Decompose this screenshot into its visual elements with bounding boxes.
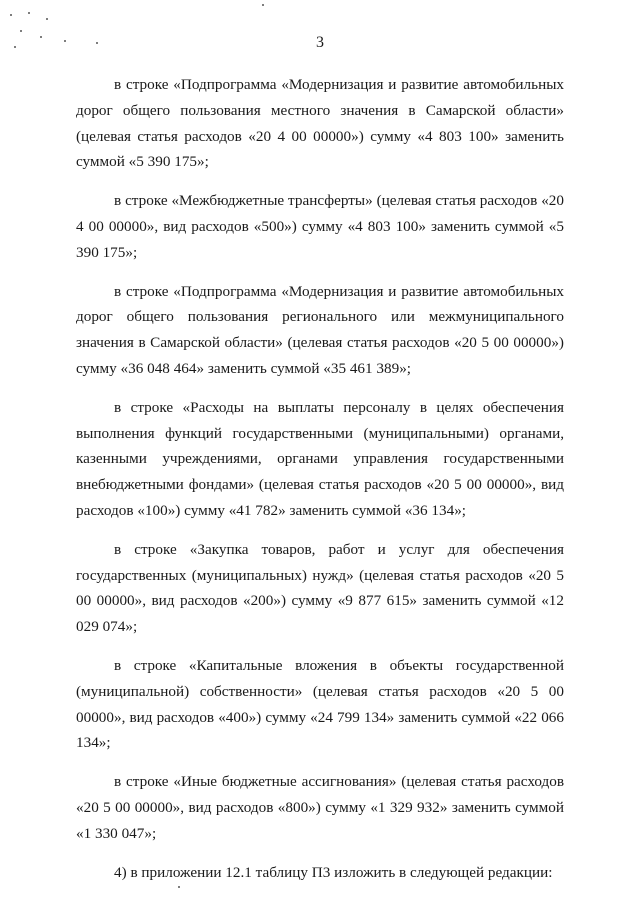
paragraph-subprogram-regional-roads: в строке «Подпрограмма «Модернизация и развитие автомобильных дорог общего пользования регионального или межмуниципального значения в Самарской области» (целевая статья расходов «20 5 00 00000») сумму «36 048 464» заменить суммой «35 461 389»; [76, 282, 564, 377]
paragraph-personnel-expenses: в строке «Расходы на выплаты персоналу в целях обеспечения выполнения функций государственными (муниципальными) органами, казенными учреждениями, органами управления государственными внебюджетными фондами» (целевая статья расходов «20 5 00 00000», вид расходов «100») сумму «41 782» заменить суммой «36 134»; [76, 398, 564, 519]
paragraph-capital-investments: в строке «Капитальные вложения в объекты государственной (муниципальной) собственности» (целевая статья расходов «20 5 00 00000», вид расходов «400») сумму «24 799 134» заменить суммой «22 066 134»; [76, 656, 564, 752]
paragraph-other-allocations: в строке «Иные бюджетные ассигнования» (целевая статья расходов «20 5 00 00000», вид расходов «800») сумму «1 329 932» заменить суммой «1 330 047»; [76, 773, 564, 842]
paragraph-subprogram-local-roads: в строке «Подпрограмма «Модернизация и развитие автомобильных дорог общего пользования местного значения в Самарской области» (целевая статья расходов «20 4 00 00000») сумму «4 803 100» заменить суммой «5 390 175»; [76, 76, 564, 171]
paragraph-appendix-instruction: 4) в приложении 12.1 таблицу П3 изложить в следующей редакции: [114, 863, 553, 881]
paragraph-interbudget-transfers: в строке «Межбюджетные трансферты» (целевая статья расходов «20 4 00 00000», вид расходов «500») сумму «4 803 100» заменить суммой «5 390 175»; [76, 192, 564, 261]
paragraph-procurement: в строке «Закупка товаров, работ и услуг для обеспечения государственных (муниципальных) нужд» (целевая статья расходов «20 5 00 00000», вид расходов «200») сумму «9 877 615» заменить суммой «12 029 074»; [76, 540, 564, 636]
document-body [76, 72, 564, 898]
page-number: 3 [316, 34, 324, 51]
